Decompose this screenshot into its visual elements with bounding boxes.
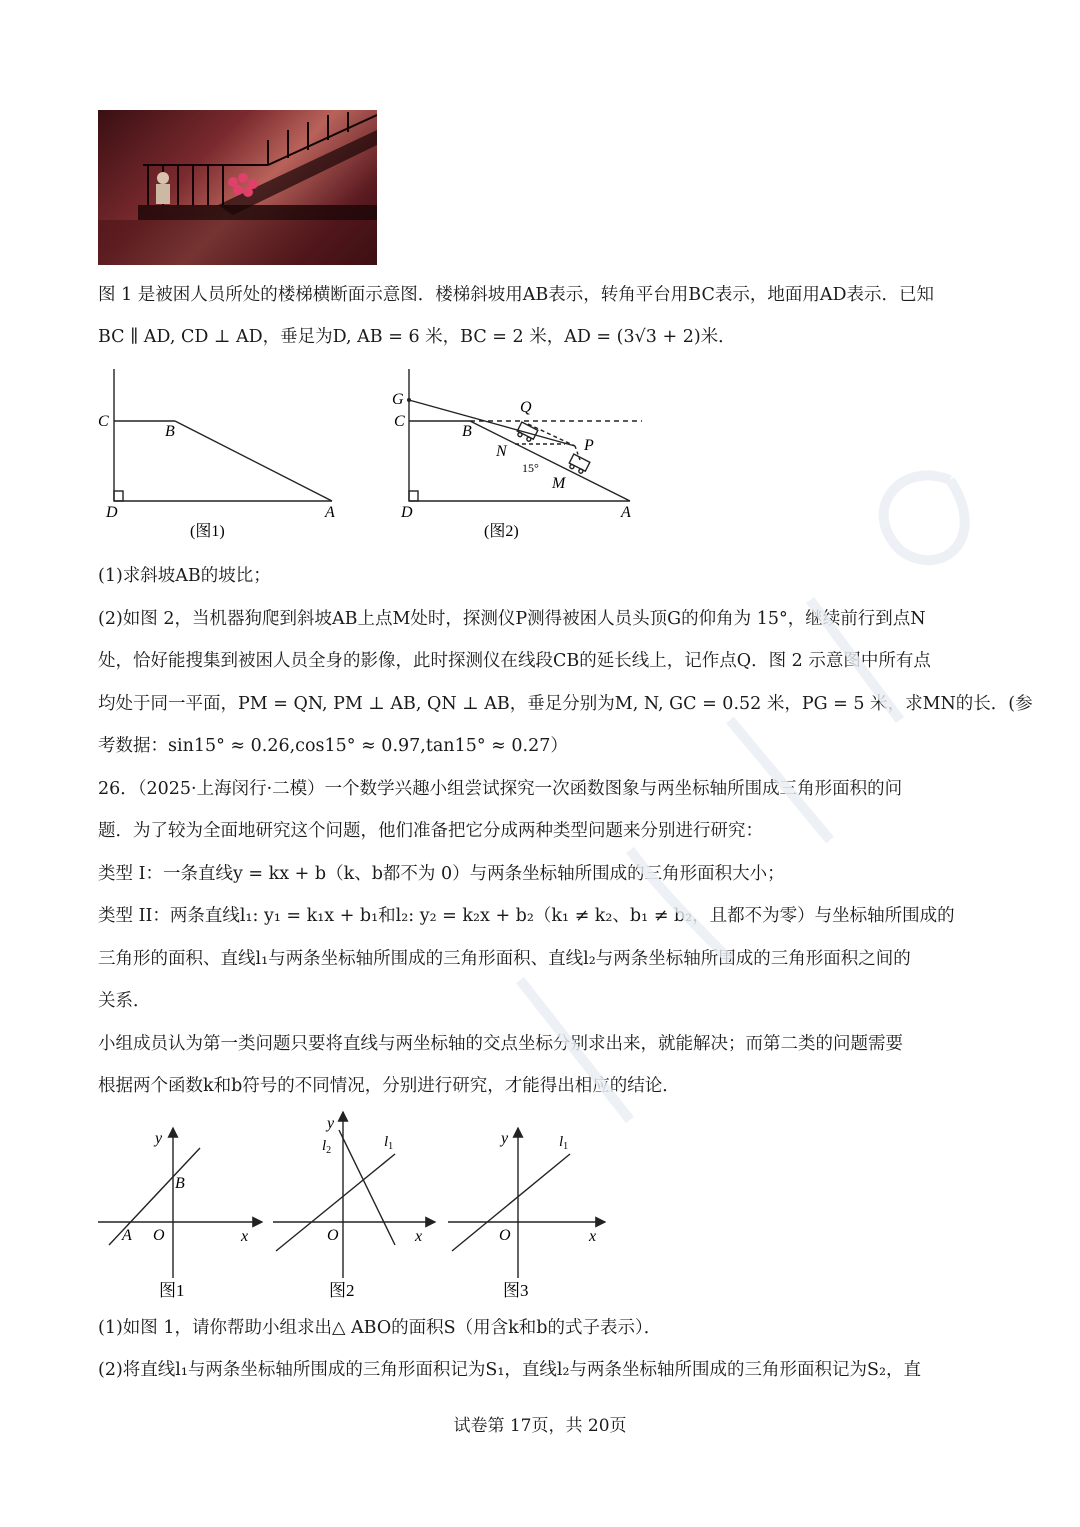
q25-part1: (1)求斜坡AB的坡比； <box>98 566 271 586</box>
fig2-l2-label: $l_2$ <box>322 1138 332 1156</box>
page-footer: 试卷第 17页，共 20页 <box>453 1416 627 1436</box>
fig1-x-label: x <box>241 1228 249 1245</box>
fig2-label-Q: Q <box>520 399 532 416</box>
fig2-label-P: P <box>584 437 594 454</box>
fig1-O-label: O <box>153 1227 165 1244</box>
q26-sub1: (1)如图 1，请你帮助小组求出△ ABO的面积S（用含k和b的式子表示）． <box>98 1318 662 1338</box>
q26-line1: 26．（2025·上海闵行·二模）一个数学兴趣小组尝试探究一次函数图象与两坐标轴所围成三角形面积的问 <box>98 779 903 799</box>
fig2-x-label: x <box>415 1228 423 1245</box>
coord-fig3-caption: 图3 <box>503 1281 529 1300</box>
q25-part2-line1: (2)如图 2，当机器狗爬到斜坡AB上点M处时，探测仪P测得被困人员头顶G的仰角为 15°，继续前行到点N <box>98 609 926 629</box>
coord-fig2 <box>273 1112 435 1278</box>
q26-line2: 题．为了较为全面地研究这个问题，他们准备把它分成两种类型问题来分别进行研究： <box>98 821 763 841</box>
q25-part2-line3: 均处于同一平面，PM = QN, PM ⊥ AB, QN ⊥ AB，垂足分别为M, N, GC = 0.52 米，PG = 5 米，求MN的长．(参 <box>98 694 1033 714</box>
q26-line6: 关系． <box>98 991 151 1011</box>
fig1-y-label: y <box>155 1130 163 1147</box>
fig2-label-D: D <box>401 504 413 521</box>
q26-line7: 小组成员认为第一类问题只要将直线与两坐标轴的交点坐标分别求出来，就能解决；而第二类的问题需要 <box>98 1034 903 1054</box>
fig3-x-label: x <box>589 1228 597 1245</box>
q26-line5: 三角形的面积、直线l₁与两条坐标轴所围成的三角形面积、直线l₂与两条坐标轴所围成的三角形面积之间的 <box>98 949 911 969</box>
staircase-illustration <box>98 110 377 265</box>
fig2-label-C: C <box>394 413 405 430</box>
intro-line-2: BC ∥ AD, CD ⊥ AD，垂足为D, AB = 6 米，BC = 2 米，AD = (3√3 + 2)米． <box>98 327 736 347</box>
coord-fig1-caption: 图1 <box>159 1281 185 1300</box>
fig1-A-label: A <box>122 1227 132 1244</box>
coordinate-diagrams <box>95 1108 615 1303</box>
intro-line-1: 图 1 是被困人员所处的楼梯横断面示意图．楼梯斜坡用AB表示，转角平台用BC表示，地面用AD表示．已知 <box>98 285 934 305</box>
fig2-label-A: A <box>621 504 631 521</box>
fig1-caption: (图1) <box>190 523 225 540</box>
fig2-l1-label: $l_1$ <box>384 1134 394 1152</box>
stair-diagrams <box>90 364 660 549</box>
fig1-label-D: D <box>106 504 118 521</box>
fig1-shape <box>114 369 332 501</box>
coord-fig3 <box>448 1128 605 1278</box>
fig1-label-B: B <box>165 423 175 440</box>
fig1-label-A: A <box>325 504 335 521</box>
fig3-y-label: y <box>501 1130 509 1147</box>
fig3-l1-label: $l_1$ <box>559 1134 569 1152</box>
fig2-caption: (图2) <box>484 523 519 540</box>
fig1-label-C: C <box>98 413 109 430</box>
coord-fig2-caption: 图2 <box>329 1281 355 1300</box>
fig2-label-G: G <box>392 391 404 408</box>
staircase-photo <box>98 110 377 265</box>
q26-sub2: (2)将直线l₁与两条坐标轴所围成的三角形面积记为S₁，直线l₂与两条坐标轴所围成的三角形面积记为S₂，直 <box>98 1360 922 1380</box>
q25-part2-line2: 处，恰好能搜集到被困人员全身的影像，此时探测仪在线段CB的延长线上，记作点Q．图 2 示意图中所有点 <box>98 651 931 671</box>
fig3-O-label: O <box>499 1227 511 1244</box>
fig2-label-M: M <box>552 475 566 492</box>
q26-line8: 根据两个函数k和b符号的不同情况，分别进行研究，才能得出相应的结论． <box>98 1076 680 1096</box>
fig1-B-label: B <box>175 1175 185 1192</box>
fig2-y-label: y <box>327 1115 335 1132</box>
q26-line4: 类型 II：两条直线l₁: y₁ = k₁x + b₁和l₂: y₂ = k₂x + b₂（k₁ ≠ k₂、b₁ ≠ b₂，且都不为零）与坐标轴所围成的 <box>98 906 955 926</box>
q25-part2-line4: 考数据：sin15° ≈ 0.26,cos15° ≈ 0.97,tan15° ≈ 0.27） <box>98 736 568 756</box>
q26-line3: 类型 I：一条直线y = kx + b（k、b都不为 0）与两条坐标轴所围成的三角形面积大小； <box>98 864 785 884</box>
fig2-label-N: N <box>496 443 507 460</box>
coord-fig1 <box>98 1128 262 1278</box>
fig2-label-B: B <box>462 423 472 440</box>
fig2-angle-label: 15° <box>522 461 539 475</box>
fig2-shape <box>409 369 642 501</box>
fig2-O-label: O <box>327 1227 339 1244</box>
point-G <box>407 398 411 402</box>
